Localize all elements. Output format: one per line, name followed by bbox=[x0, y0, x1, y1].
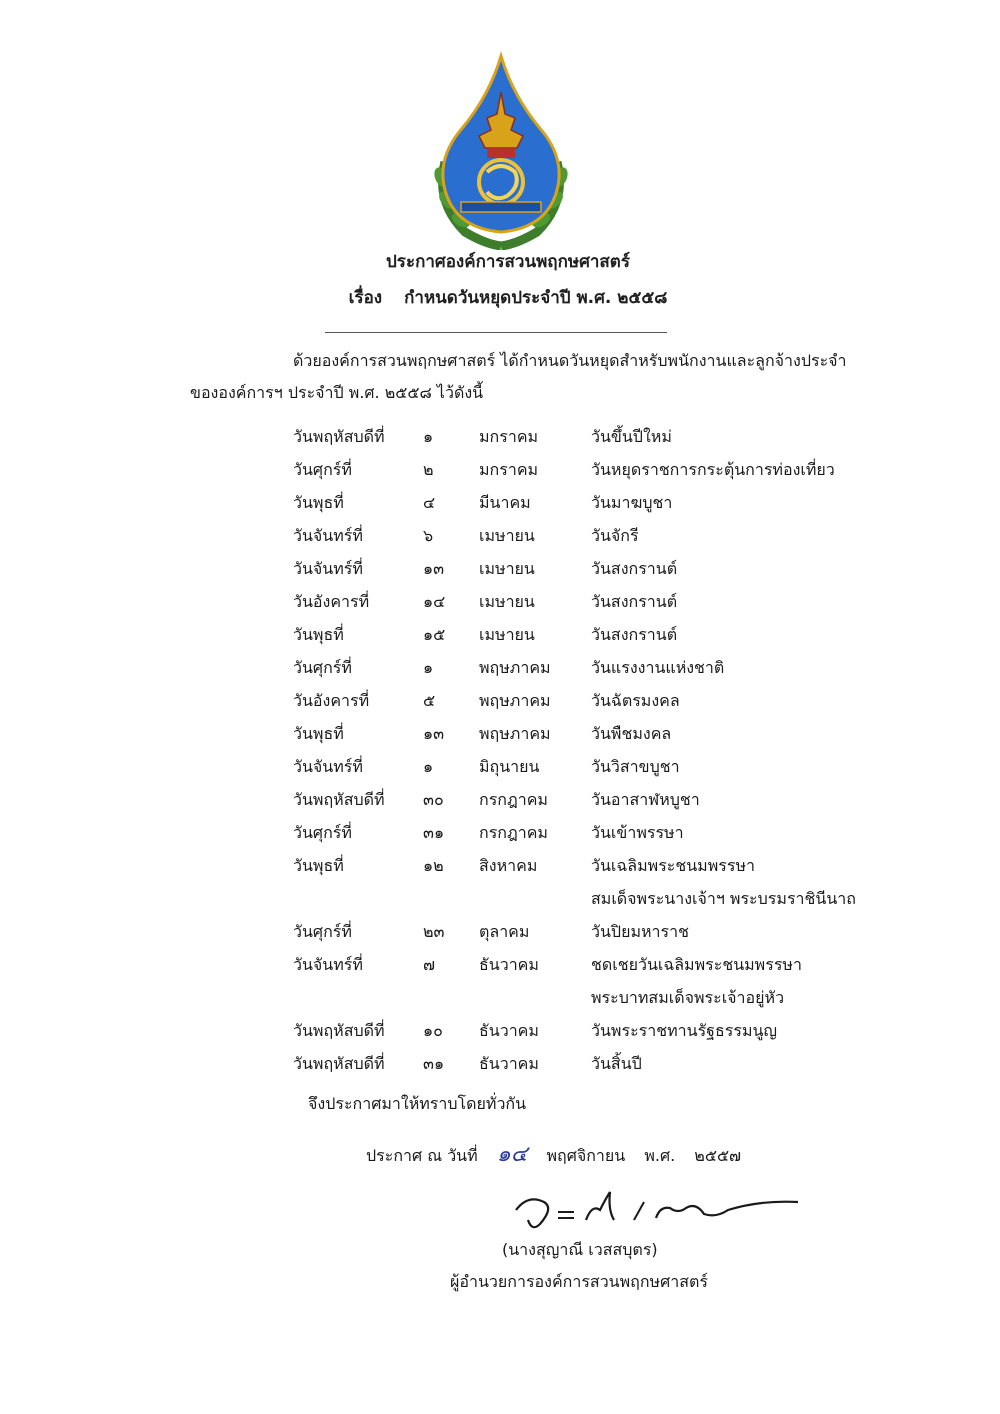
holiday-day: วันจันทร์ที่ bbox=[293, 955, 363, 974]
holiday-day: วันจันทร์ที่ bbox=[293, 757, 363, 776]
holiday-day: วันพฤหัสบดีที่ bbox=[293, 427, 385, 446]
holiday-day: วันพฤหัสบดีที่ bbox=[293, 790, 385, 809]
holiday-day: วันอังคารที่ bbox=[293, 691, 370, 710]
holiday-name: พระบาทสมเด็จพระเจ้าอยู่หัว bbox=[591, 988, 785, 1007]
title-divider bbox=[325, 332, 667, 333]
holiday-month: มกราคม bbox=[479, 460, 539, 479]
holiday-day: วันศุกร์ที่ bbox=[293, 922, 352, 941]
announcement-prefix: ประกาศ ณ วันที่ bbox=[366, 1146, 478, 1165]
holiday-name: วันอาสาฬหบูชา bbox=[591, 790, 700, 809]
holiday-name: วันพระราชทานรัฐธรรมนูญ bbox=[591, 1021, 778, 1040]
organization-emblem bbox=[425, 52, 577, 250]
holiday-month: กรกฎาคม bbox=[479, 823, 548, 842]
holiday-date: ๒ bbox=[423, 460, 434, 479]
holiday-date: ๑ bbox=[423, 427, 434, 446]
holiday-name: สมเด็จพระนางเจ้าฯ พระบรมราชินีนาถ bbox=[591, 889, 856, 908]
holiday-month: มิถุนายน bbox=[479, 757, 540, 776]
holiday-name: วันฉัตรมงคล bbox=[591, 691, 680, 710]
holiday-date: ๑๒ bbox=[423, 856, 444, 875]
holiday-name: วันหยุดราชการกระตุ้นการท่องเที่ยว bbox=[591, 460, 835, 479]
holiday-name: ชดเชยวันเฉลิมพระชนมพรรษา bbox=[591, 955, 802, 974]
intro-line-2: ขององค์การฯ ประจำปี พ.ศ. ๒๕๕๘ ไว้ดังนี้ bbox=[190, 383, 484, 402]
signatory-name: (นางสุญาณี เวสสบุตร) bbox=[502, 1240, 658, 1259]
holiday-month: พฤษภาคม bbox=[479, 691, 551, 710]
holiday-name: วันเข้าพรรษา bbox=[591, 823, 684, 842]
holiday-month: พฤษภาคม bbox=[479, 724, 551, 743]
holiday-date: ๖ bbox=[423, 526, 434, 545]
holiday-name: วันสิ้นปี bbox=[591, 1054, 642, 1073]
holiday-month: กรกฎาคม bbox=[479, 790, 548, 809]
holiday-month: พฤษภาคม bbox=[479, 658, 551, 677]
announcement-date bbox=[366, 1136, 741, 1171]
holiday-name: วันวิสาขบูชา bbox=[591, 757, 680, 776]
holiday-month: เมษายน bbox=[479, 592, 535, 611]
holiday-date: ๑๓ bbox=[423, 559, 445, 578]
holiday-day: วันพฤหัสบดีที่ bbox=[293, 1021, 385, 1040]
holiday-date: ๓๐ bbox=[423, 790, 444, 809]
holiday-month: มีนาคม bbox=[479, 493, 531, 512]
handwritten-signature bbox=[510, 1180, 810, 1240]
document-subject bbox=[8, 284, 1000, 311]
holiday-name: วันสงกรานต์ bbox=[591, 625, 678, 644]
holiday-day: วันพุธที่ bbox=[293, 493, 344, 512]
signatory-position: ผู้อำนวยการองค์การสวนพฤกษศาสตร์ bbox=[450, 1272, 708, 1291]
holiday-date: ๒๓ bbox=[423, 922, 445, 941]
closing-statement: จึงประกาศมาให้ทราบโดยทั่วกัน bbox=[308, 1094, 527, 1113]
holiday-month: สิงหาคม bbox=[479, 856, 538, 875]
handwritten-day: ๑๔ bbox=[496, 1142, 528, 1167]
announcement-year-label: พ.ศ. bbox=[644, 1146, 676, 1165]
holiday-date: ๑ bbox=[423, 757, 434, 776]
holiday-date: ๓๑ bbox=[423, 1054, 445, 1073]
holiday-month: ธันวาคม bbox=[479, 1054, 539, 1073]
holiday-month: เมษายน bbox=[479, 625, 535, 644]
holiday-day: วันพุธที่ bbox=[293, 625, 344, 644]
holiday-day: วันศุกร์ที่ bbox=[293, 658, 352, 677]
holiday-name: วันมาฆบูชา bbox=[591, 493, 673, 512]
holiday-date: ๑๔ bbox=[423, 592, 446, 611]
holiday-date: ๗ bbox=[423, 955, 436, 974]
holiday-name: วันขึ้นปีใหม่ bbox=[591, 427, 672, 446]
holiday-month: ธันวาคม bbox=[479, 1021, 539, 1040]
holiday-day: วันจันทร์ที่ bbox=[293, 559, 363, 578]
holiday-date: ๑ bbox=[423, 658, 434, 677]
holiday-date: ๔ bbox=[423, 493, 436, 512]
holiday-day: วันพุธที่ bbox=[293, 856, 344, 875]
subject-text: กำหนดวันหยุดประจำปี พ.ศ. ๒๕๕๘ bbox=[404, 288, 668, 308]
holiday-date: ๑๐ bbox=[423, 1021, 443, 1040]
announcement-month: พฤศจิกายน bbox=[546, 1146, 626, 1165]
holiday-name: วันสงกรานต์ bbox=[591, 559, 678, 578]
holiday-date: ๓๑ bbox=[423, 823, 445, 842]
holiday-month: เมษายน bbox=[479, 559, 535, 578]
holiday-day: วันศุกร์ที่ bbox=[293, 460, 352, 479]
holiday-day: วันจันทร์ที่ bbox=[293, 526, 363, 545]
announcement-year: ๒๕๕๗ bbox=[694, 1146, 742, 1165]
holiday-name: วันพืชมงคล bbox=[591, 724, 672, 743]
holiday-name: วันจักรี bbox=[591, 526, 639, 545]
holiday-name: วันสงกรานต์ bbox=[591, 592, 678, 611]
holiday-day: วันพฤหัสบดีที่ bbox=[293, 1054, 385, 1073]
holiday-month: ธันวาคม bbox=[479, 955, 539, 974]
holiday-month: ตุลาคม bbox=[479, 922, 530, 941]
holiday-date: ๕ bbox=[423, 691, 436, 710]
holiday-date: ๑๓ bbox=[423, 724, 445, 743]
holiday-name: วันปิยมหาราช bbox=[591, 922, 689, 941]
holiday-month: มกราคม bbox=[479, 427, 539, 446]
holiday-name: วันแรงงานแห่งชาติ bbox=[591, 658, 725, 677]
holiday-day: วันอังคารที่ bbox=[293, 592, 370, 611]
holiday-name: วันเฉลิมพระชนมพรรษา bbox=[591, 856, 755, 875]
document-title: ประกาศองค์การสวนพฤกษศาสตร์ bbox=[386, 252, 630, 272]
subject-label: เรื่อง bbox=[348, 288, 383, 308]
holiday-day: วันศุกร์ที่ bbox=[293, 823, 352, 842]
holiday-month: เมษายน bbox=[479, 526, 535, 545]
holiday-date: ๑๕ bbox=[423, 625, 446, 644]
intro-line-1: ด้วยองค์การสวนพฤกษศาสตร์ ได้กำหนดวันหยุดสำหรับพนักงานและลูกจ้างประจำ bbox=[293, 351, 847, 370]
holiday-day: วันพุธที่ bbox=[293, 724, 344, 743]
